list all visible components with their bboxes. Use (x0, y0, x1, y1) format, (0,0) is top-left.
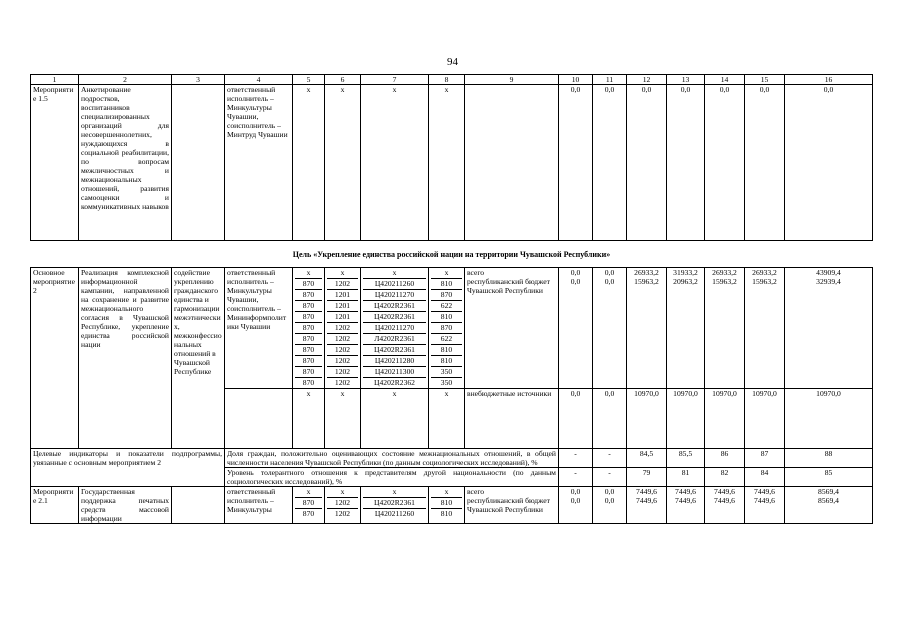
value-cell: 87 (745, 449, 785, 468)
target-code-stack (361, 487, 429, 524)
value-cell: 7449,6 7449,6 (705, 487, 745, 524)
value-cell: 81 (667, 468, 705, 487)
value-cell: 0,0 (745, 85, 785, 241)
funding-source: внебюджетные источники (465, 389, 559, 449)
table-row (31, 85, 873, 241)
value-cell: 0,0 (705, 85, 745, 241)
row-description: Государственная поддержка печатных средств массовой информации (79, 487, 172, 524)
funding-source (465, 268, 559, 389)
source-republic: республиканский бюджет Чувашской Республики (467, 496, 550, 514)
col-number: 6 (325, 75, 361, 85)
grbs-code-stack (293, 268, 325, 389)
col-number: 1 (31, 75, 79, 85)
expense-code: 810 (431, 278, 462, 289)
value-cell: 43909,4 32939,4 (785, 268, 873, 389)
table-row (31, 487, 873, 524)
grbs-code: 870 (295, 497, 322, 508)
row-goal-cell: содействие укреплению гражданского единства и гармонизации межэтнических, межконфессиональных отношений в Чувашской Республике (172, 268, 225, 449)
expense-code: x (444, 268, 449, 277)
section-code: 1202 (327, 278, 358, 289)
source-total: всего (467, 487, 485, 496)
col-number: 9 (465, 75, 559, 85)
row-executor: ответственный исполнитель – Минкультуры (225, 487, 293, 524)
expense-code: 622 (431, 333, 462, 344)
target-code: Л4202R2361 (363, 333, 426, 344)
row-executor: ответственный исполнитель – Минкультуры Чувашии, соисполнитель – Минтруд Чувашии (225, 85, 293, 241)
col-number: 12 (627, 75, 667, 85)
value-cell: 31933,2 20963,2 (667, 268, 705, 389)
value-cell: 82 (705, 468, 745, 487)
section-code-stack (325, 268, 361, 389)
row-executor: ответственный исполнитель – Минкультуры Чувашии, соисполнитель – Мининформполитики Чувашии (225, 268, 293, 389)
expense-code: 350 (431, 366, 462, 377)
target-code: Ц4202R2361 (363, 497, 426, 508)
value-cell: 0,0 (559, 389, 593, 449)
expense-code: x (429, 85, 465, 241)
value-cell: 26933,2 15963,2 (745, 268, 785, 389)
table-row (31, 268, 873, 389)
row-description: Анкетирование подростков, воспитанников специализированных организаций для несовершеннолетних, нуждающихся в социальной реабилитации, по вопросам межличностных и межнациональных отношений, развития самооценки и коммуникативных навыков (79, 85, 172, 241)
section-code: 1202 (327, 344, 358, 355)
indicator-row (31, 449, 873, 468)
value-cell: 0,0 (593, 85, 627, 241)
grbs-code: 870 (295, 355, 322, 366)
indicator-text: Уровень толерантного отношения к представителям другой национальности (по данным социологических исследований), % (225, 468, 559, 487)
value-cell: - (593, 468, 627, 487)
grbs-code: x (293, 85, 325, 241)
section-code: 1202 (327, 508, 358, 519)
target-code: x (392, 487, 397, 496)
target-code: Ц4202R2361 (363, 344, 426, 355)
col-number: 3 (172, 75, 225, 85)
value-cell: 26933,2 15963,2 (705, 268, 745, 389)
value-cell: 26933,2 15963,2 (627, 268, 667, 389)
section-code: 1202 (327, 366, 358, 377)
row-goal-cell (172, 487, 225, 524)
goal-heading: Цель «Укрепление единства российской нации на территории Чувашской Республики» (31, 241, 873, 268)
target-code: Ц4202R2362 (363, 377, 426, 388)
value-cell: 85,5 (667, 449, 705, 468)
grbs-code: 870 (295, 344, 322, 355)
expense-code: 810 (431, 508, 462, 519)
grbs-code: 870 (295, 508, 322, 519)
value-cell: 0,0 0,0 (559, 487, 593, 524)
target-code: x (361, 85, 429, 241)
target-code: x (361, 389, 429, 449)
goal-row (31, 241, 873, 268)
value-cell: 86 (705, 449, 745, 468)
value-cell: 0,0 (627, 85, 667, 241)
value-cell: 0,0 (593, 389, 627, 449)
value-cell: - (593, 449, 627, 468)
section-code: 1202 (327, 322, 358, 333)
section-code: 1202 (327, 355, 358, 366)
row-executor (225, 389, 293, 449)
row-label: Мероприятие 1.5 (31, 85, 79, 241)
col-number: 15 (745, 75, 785, 85)
row-description: Реализация комплексной информационной кампании, направленной на сохранение и развитие межнационального согласия в Чувашской Республике, укрепление единства российской нации (79, 268, 172, 449)
value-cell: 84 (745, 468, 785, 487)
col-number: 16 (785, 75, 873, 85)
indicator-label: Целевые индикаторы и показатели подпрограммы, увязанные с основным мероприятием 2 (31, 449, 225, 487)
target-code: Ц420211260 (363, 278, 426, 289)
expense-code: x (444, 487, 449, 496)
grbs-code: 870 (295, 278, 322, 289)
value-cell: 79 (627, 468, 667, 487)
target-code: Ц420211300 (363, 366, 426, 377)
section-code: 1201 (327, 289, 358, 300)
section-code: 1202 (327, 497, 358, 508)
target-code: Ц420211280 (363, 355, 426, 366)
value-cell: 7449,6 7449,6 (627, 487, 667, 524)
value-cell: 0,0 0,0 (559, 268, 593, 389)
row-label: Основное мероприятие 2 (31, 268, 79, 449)
section-code: x (325, 85, 361, 241)
row-label: Мероприятие 2.1 (31, 487, 79, 524)
value-cell: 7449,6 7449,6 (745, 487, 785, 524)
target-code: Ц4202R2361 (363, 311, 426, 322)
grbs-code: x (306, 487, 311, 496)
value-cell: 10970,0 (785, 389, 873, 449)
expense-code: 350 (431, 377, 462, 388)
col-number: 2 (79, 75, 172, 85)
column-numbers-row (31, 75, 873, 85)
expense-code: x (429, 389, 465, 449)
target-code: Ц420211270 (363, 289, 426, 300)
section-code: 1202 (327, 333, 358, 344)
col-number: 8 (429, 75, 465, 85)
value-cell: 0,0 (667, 85, 705, 241)
grbs-code-stack (293, 487, 325, 524)
grbs-code: 870 (295, 289, 322, 300)
expense-code: 810 (431, 355, 462, 366)
value-cell: 8569,4 8569,4 (785, 487, 873, 524)
col-number: 10 (559, 75, 593, 85)
expense-code: 810 (431, 497, 462, 508)
section-code: 1201 (327, 300, 358, 311)
expense-code-stack (429, 487, 465, 524)
target-code: Ц4202R2361 (363, 300, 426, 311)
value-cell: 10970,0 (705, 389, 745, 449)
grbs-code: x (306, 268, 311, 277)
value-cell: 0,0 0,0 (593, 268, 627, 389)
grbs-code: 870 (295, 366, 322, 377)
section-code: 1202 (327, 377, 358, 388)
target-code: x (392, 268, 397, 277)
value-cell: 7449,6 7449,6 (667, 487, 705, 524)
grbs-code: 870 (295, 333, 322, 344)
grbs-code: 870 (295, 300, 322, 311)
section-code: 1201 (327, 311, 358, 322)
value-cell: 0,0 (559, 85, 593, 241)
target-code: Ц420211260 (363, 508, 426, 519)
budget-table (30, 74, 873, 524)
expense-code: 810 (431, 344, 462, 355)
expense-code: 622 (431, 300, 462, 311)
grbs-code: 870 (295, 311, 322, 322)
expense-code: 870 (431, 322, 462, 333)
section-code: x (340, 268, 345, 277)
funding-source (465, 487, 559, 524)
indicator-text: Доля граждан, положительно оценивающих состояние межнациональных отношений, в общей численности населения Чувашской Республики (по данным социологических исследований), % (225, 449, 559, 468)
value-cell: 10970,0 (745, 389, 785, 449)
expense-code: 870 (431, 289, 462, 300)
value-cell: 0,0 0,0 (593, 487, 627, 524)
value-cell: 10970,0 (667, 389, 705, 449)
value-cell: 85 (785, 468, 873, 487)
target-code: Ц420211270 (363, 322, 426, 333)
col-number: 13 (667, 75, 705, 85)
col-number: 7 (361, 75, 429, 85)
section-code: x (340, 487, 345, 496)
col-number: 5 (293, 75, 325, 85)
col-number: 4 (225, 75, 293, 85)
source-republic: республиканский бюджет Чувашской Республики (467, 277, 550, 295)
funding-source (465, 85, 559, 241)
value-cell: - (559, 468, 593, 487)
grbs-code: 870 (295, 322, 322, 333)
col-number: 14 (705, 75, 745, 85)
value-cell: 0,0 (785, 85, 873, 241)
grbs-code: 870 (295, 377, 322, 388)
value-cell: 10970,0 (627, 389, 667, 449)
value-cell: 84,5 (627, 449, 667, 468)
col-number: 11 (593, 75, 627, 85)
section-code: x (325, 389, 361, 449)
target-code-stack (361, 268, 429, 389)
value-cell: 88 (785, 449, 873, 468)
source-total: всего (467, 268, 485, 277)
section-code-stack (325, 487, 361, 524)
expense-code: 810 (431, 311, 462, 322)
value-cell: - (559, 449, 593, 468)
row-goal-cell (172, 85, 225, 241)
page-number: 94 (447, 56, 458, 68)
expense-code-stack (429, 268, 465, 389)
grbs-code: x (293, 389, 325, 449)
